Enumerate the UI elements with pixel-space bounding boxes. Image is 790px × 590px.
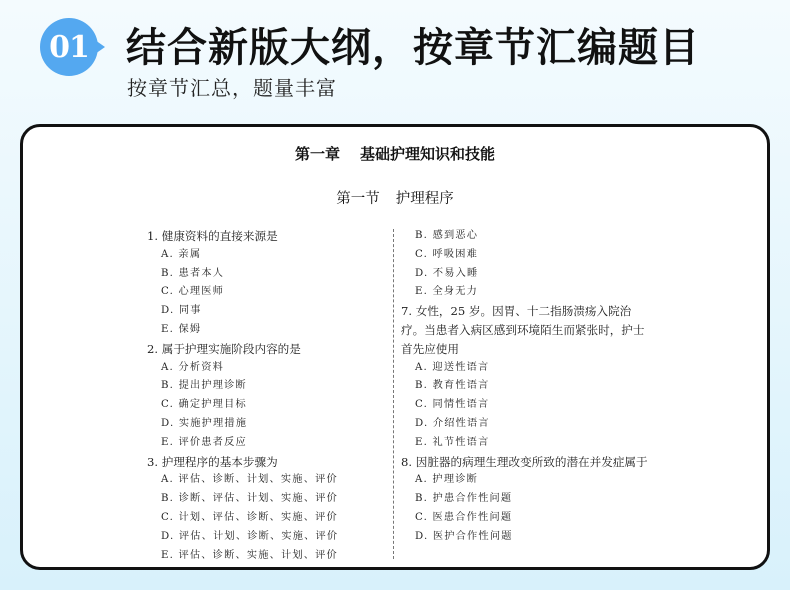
answer-option: E. 评价患者反应: [161, 436, 247, 448]
section-heading: [23, 187, 767, 208]
answer-option: C. 心理医师: [161, 286, 225, 298]
column-divider: [393, 229, 394, 559]
answer-option: B. 提出护理诊断: [161, 380, 247, 392]
document-preview: [20, 124, 770, 570]
answer-option: B. 护患合作性问题: [415, 493, 513, 505]
answer-option: C. 呼吸困难: [415, 248, 479, 260]
answer-option: C. 计划、评估、诊断、实施、评价: [161, 511, 338, 523]
answer-option: B. 诊断、评估、计划、实施、评价: [161, 493, 338, 505]
question-column-right: [399, 227, 651, 547]
page-subtitle: 按章节汇总，题量丰富: [127, 76, 337, 100]
answer-option: A. 分析资料: [161, 361, 224, 373]
answer-option: D. 不易入睡: [415, 267, 479, 279]
answer-option: D. 同事: [161, 305, 202, 317]
answer-option: E. 保姆: [161, 323, 202, 335]
question-stem: 8. 因脏器的病理生理改变所致的潜在并发症属于: [401, 454, 648, 469]
answer-option: E. 全身无力: [415, 286, 479, 298]
question-stem: 3. 护理程序的基本步骤为: [147, 454, 278, 469]
answer-option: C. 确定护理目标: [161, 399, 247, 411]
answer-option: B. 患者本人: [161, 267, 225, 279]
answer-option: D. 评估、计划、诊断、实施、评价: [161, 530, 339, 542]
answer-option: D. 介绍性语言: [415, 417, 490, 429]
answer-option: C. 医患合作性问题: [415, 511, 513, 523]
question-stem: 2. 属于护理实施阶段内容的是: [147, 341, 301, 356]
section-number-badge: [40, 18, 98, 76]
answer-option: A. 评估、诊断、计划、实施、评价: [161, 474, 338, 486]
answer-option: D. 医护合作性问题: [415, 530, 513, 542]
answer-option: C. 同情性语言: [415, 399, 490, 411]
answer-option: A. 迎送性语言: [415, 361, 490, 373]
answer-option: E. 礼节性语言: [415, 436, 490, 448]
page-title: 结合新版大纲，按章节汇编题目: [126, 25, 700, 71]
answer-option: B. 教育性语言: [415, 380, 490, 392]
chapter-number: 第一章: [294, 145, 340, 163]
answer-option: D. 实施护理措施: [161, 417, 248, 429]
question-column-left: [147, 227, 387, 565]
chapter-heading: [23, 143, 767, 164]
badge-number: 01: [49, 29, 89, 65]
section-title: 护理程序: [395, 191, 454, 207]
answer-option: A. 护理诊断: [415, 474, 478, 486]
answer-option: E. 评估、诊断、实施、计划、评价: [161, 549, 338, 561]
chapter-title: 基础护理知识和技能: [360, 145, 496, 163]
answer-option: A. 亲属: [161, 248, 202, 260]
question-stem: 1. 健康资料的直接来源是: [147, 229, 278, 243]
badge-pointer-icon: [95, 40, 105, 54]
section-number: 第一节: [336, 191, 380, 207]
question-stem: 7. 女性，25 岁。因胃、十二指肠溃疡入院治疗。当患者入病区感到环境陌生而紧张时，护士首先应使用: [401, 304, 645, 356]
answer-option: B. 感到恶心: [415, 230, 479, 241]
